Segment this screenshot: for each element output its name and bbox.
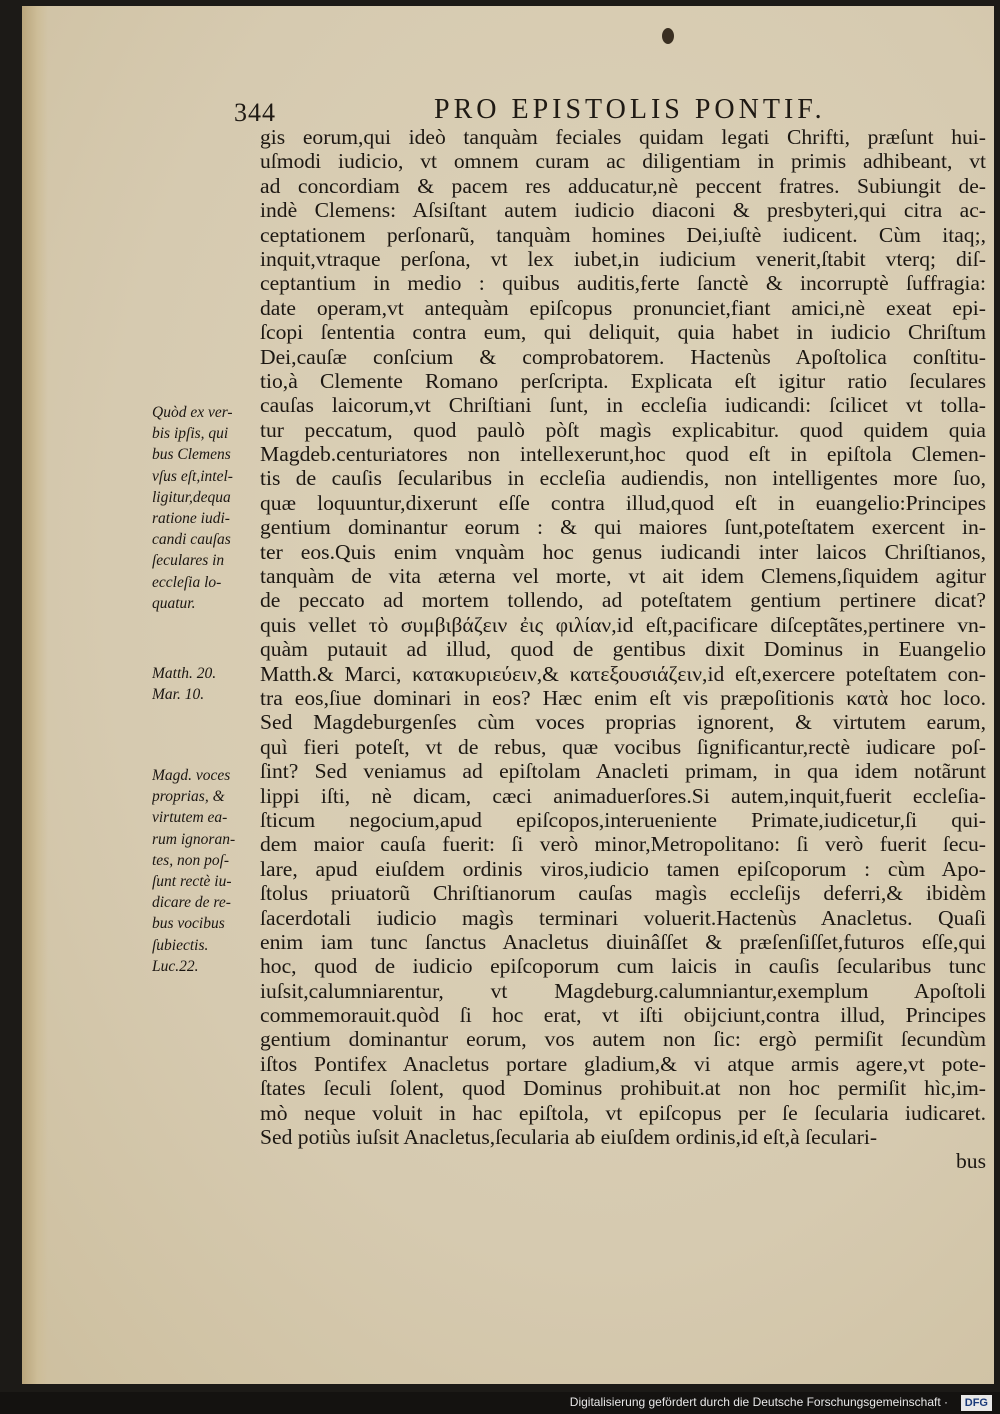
text-line: ſtates ſeculi ſolent, quod Dominus prohibuit.at non hoc permiſit hìc,im- [260, 1076, 986, 1101]
marginal-note-line: proprias, & [152, 788, 225, 806]
marginal-note-line: candi cauſas [152, 531, 231, 549]
text-line: mò neque voluit in hac epiſtola, vt epiſcopus per ſe ſecularia iudicaret. [260, 1100, 986, 1125]
marginal-note-line: Luc.22. [152, 957, 199, 975]
marginal-note-line: vſus eſt,intel- [152, 467, 233, 485]
text-line: quì fieri poteſt, vt de rebus, quæ vocibus ſignificantur,rectè iudicare poſ- [260, 734, 986, 759]
text-line: Magdeb.centuriatores non intellexerunt,hoc quod eſt in epiſtola Clemen- [260, 442, 986, 467]
text-line: ſcopi ſententia contra eum, qui deliquit, quia habet in iudicio Chriſtum [260, 320, 986, 345]
text-line: iſtos Pontifex Anacletus portare gladium,& vi atque armis agere,vt pote- [260, 1051, 986, 1076]
text-line: hoc, quod de iudicio epiſcoporum cum laicis in cauſis ſecularibus tunc [260, 954, 986, 979]
marginal-note-line: Magd. voces [152, 767, 231, 784]
text-line: ſtolus priuatorũ Chriſtianorum cauſas magìs eccleſijs deferri,& ibidèm [260, 881, 986, 906]
text-line: indè Clemens: Aſsiſtant autem iudicio diaconi & presbyteri,qui citra ac- [260, 198, 986, 223]
text-line: ceptationem perſonarũ, tanquàm homines Dei,iuſtè iudicent. Cùm itaq;, [260, 222, 986, 247]
text-line: tra eos,ſiue dominari in eos? Hæc enim eſt vis præpoſitionis κατὰ hoc loco. [260, 685, 986, 710]
marginal-note-matthew [152, 663, 262, 705]
text-line: de peccato ad mortem tollendo, ad poteſtatem gentium pertinere dicat? [260, 588, 986, 613]
text-line: lare, apud eiuſdem ordinis viros,iudicio tamen epiſcoporum : cùm Apo- [260, 856, 986, 881]
text-line: cauſas laicorum,vt Chriſtiani ſunt, in eccleſia iudicandi: ſcilicet vt tolla- [260, 393, 986, 418]
text-line: tis de cauſis ſecularibus in eccleſia audiendis, non intelligentes more ſuo, [260, 466, 986, 491]
text-line: quis vellet τὸ συμβιβάζειν ἐις φιλίαν,id eſt,pacificare diſceptãtes,pertinere vn- [260, 612, 986, 637]
text-line: Matth.& Marci, κατακυριεύειν,& κατεξουσιάζειν,id eſt,exercere poteſtatem con- [260, 661, 986, 686]
marginal-note-line: eccleſia lo- [152, 573, 222, 591]
text-line: enim iam tunc ſanctus Anacletus diuinâſſet & præſenſiſſet,futuros eſſe,qui [260, 929, 986, 954]
text-line: ſticum negocium,apud epiſcopos,interueniente Primate,iudicetur,ſi qui- [260, 807, 986, 832]
text-line: iuſsit,calumniarentur, vt Magdeburg.calumniantur,exemplum Apoſtoli [260, 978, 986, 1003]
text-line: Sed potiùs iuſsit Anacletus,ſecularia ab eiuſdem ordinis,id eſt,à ſeculari- [260, 1125, 878, 1150]
text-line: ceptantium in medio : quibus auditis,ferte ſanctè & incorruptè ſuffragia: [260, 271, 986, 296]
text-line: tanquàm de vita æterna vel morte, vt ait idem Clemens,ſiquidem agitur [260, 564, 986, 589]
text-line: ſint? Sed veniamus ad epiſtolam Anacleti primam, in qua idem notãrunt [260, 759, 986, 784]
text-line: bus [956, 1149, 986, 1174]
text-line: lippi iſti, nè dicam, cæci animaduerſores.Si autem,inquit,fuerit eccleſia- [260, 783, 986, 808]
text-line: ter eos.Quis enim vnquàm hoc genus iudicandi inter laicos Chriſtianos, [260, 539, 986, 564]
page-blemish [662, 28, 674, 44]
text-line: quàm putauit ad illud, quod de gentibus dixit Dominus in Euangelio [260, 637, 986, 662]
text-line: tio,à Clemente Romano perſcripta. Explicata eſt igitur ratio ſeculares [260, 368, 986, 393]
marginal-note-line: ligitur,dequa [152, 488, 231, 506]
page-number: 344 [234, 98, 276, 127]
marginal-note-line: ſubiectis. [152, 936, 209, 954]
footer-bar [0, 1392, 1000, 1414]
marginal-note-line: dicare de re- [152, 894, 231, 912]
page-gutter [22, 6, 48, 1384]
marginal-note-line: ſunt rectè iu- [152, 873, 232, 891]
text-line: uſmodi iudicio, vt omnem curam ac diligentiam in primis adhibeant, vt [260, 149, 986, 174]
marginal-note-line: bus vocibus [152, 915, 225, 933]
body-text [260, 125, 986, 1174]
marginal-note-line: Quòd ex ver- [152, 404, 233, 421]
marginal-note-line: Mar. 10. [152, 686, 205, 704]
marginal-note-line: Matth. 20. [152, 665, 217, 682]
marginal-note-line: bus Clemens [152, 446, 231, 464]
marginal-note-line: virtutem ea- [152, 809, 228, 827]
footer-credit: Digitalisierung gefördert durch die Deutsche Forschungsgemeinschaft · [569, 1395, 948, 1409]
text-line: tur peccatum, quod paulò pòſt magìs explicabitur. quod quidem quia [260, 417, 986, 442]
marginal-note-line: ratione iudi- [152, 510, 230, 528]
text-line: dem maior cauſa fuerit: ſi verò minor,Metropolitano: ſi verò fuerit ſecu- [260, 832, 986, 857]
text-line: Dei,cauſæ conſcium & comprobatorem. Hactenùs Apoſtolica conſtitu- [260, 344, 986, 369]
text-line: date operam,vt antequàm epiſcopus pronunciet,fiant amici,nè exeat epi- [260, 295, 986, 320]
text-line: quæ loquuntur,dixerunt eſſe contra illud,quod eſt in euangelio:Principes [260, 490, 986, 515]
text-line: ad concordiam & pacem res adducatur,nè peccent fratres. Subiungit de- [260, 173, 986, 198]
running-title: PRO EPISTOLIS PONTIF. [434, 94, 826, 125]
marginal-note-line: tes, non poſ- [152, 851, 230, 869]
marginal-note-line: ſeculares in [152, 552, 225, 570]
marginal-note-line: rum ignoran- [152, 830, 236, 848]
marginal-note-line: quatur. [152, 594, 196, 612]
text-line: gis eorum,qui ideò tanquàm feciales quidam legati Chrifti, præſunt hui- [260, 125, 986, 149]
text-line: commemorauit.quòd ſi hoc erat, vt iſti obijciunt,contra illud, Principes [260, 1003, 986, 1028]
marginal-note-magdeburg [152, 765, 262, 977]
dfg-logo: DFG [961, 1395, 992, 1411]
marginal-note-clemens [152, 402, 262, 614]
text-line: gentium dominantur eorum : & qui maiores ſunt,poteſtatem exercent in- [260, 515, 986, 540]
text-line: Sed Magdeburgenſes cùm voces proprias ignorent, & virtutem earum, [260, 710, 986, 735]
text-line: ſacerdotali iudicio magìs terminari voluerit.Hactenùs Anacletus. Quaſi [260, 905, 986, 930]
text-line: gentium dominantur eorum, vos autem non ſic: ergò permiſit ſecundùm [260, 1027, 986, 1052]
marginal-note-line: bis ipſis, qui [152, 425, 229, 443]
text-line: inquit,vtraque perſona, vt lex iubet,in iudicium venerit,ſtabit vterq; diſ- [260, 246, 986, 271]
